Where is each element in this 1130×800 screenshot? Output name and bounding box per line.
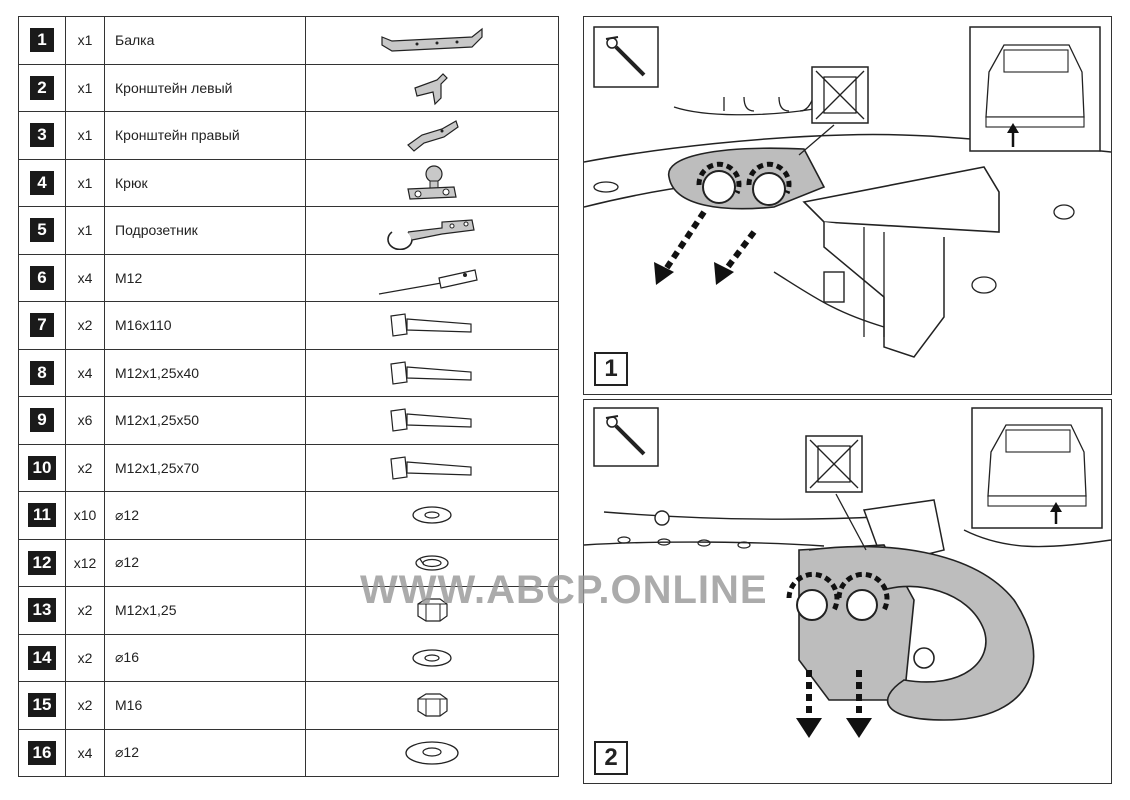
part-image-cell — [306, 492, 559, 540]
part-quantity: x1 — [66, 64, 105, 112]
part-number: 5 — [30, 218, 54, 242]
part-number: 6 — [30, 266, 54, 290]
part-number: 3 — [30, 123, 54, 147]
part-quantity: x2 — [66, 634, 105, 682]
part-number-cell — [19, 112, 66, 160]
part-description: M16 — [105, 682, 306, 730]
part-description: M12x1,25 — [105, 587, 306, 635]
part-number-cell — [19, 64, 66, 112]
part-image-cell — [306, 729, 559, 777]
part-row — [19, 159, 559, 207]
large-washer-icon — [306, 737, 558, 769]
part-row — [19, 64, 559, 112]
part-image-cell — [306, 64, 559, 112]
part-description: M16x110 — [105, 302, 306, 350]
part-image-cell — [306, 634, 559, 682]
bolt-icon — [306, 405, 558, 435]
part-description: M12x1,25x50 — [105, 397, 306, 445]
part-number-cell — [19, 302, 66, 350]
part-number-cell — [19, 539, 66, 587]
part-description: M12x1,25x40 — [105, 349, 306, 397]
part-number: 8 — [30, 361, 54, 385]
part-quantity: x2 — [66, 682, 105, 730]
part-image-cell — [306, 254, 559, 302]
wrench-icon — [594, 27, 658, 87]
part-row — [19, 729, 559, 777]
bracket-right-icon — [306, 115, 558, 155]
part-number-cell — [19, 397, 66, 445]
part-quantity: x6 — [66, 397, 105, 445]
parts-table-body — [19, 17, 559, 777]
part-number: 4 — [30, 171, 54, 195]
part-number: 2 — [30, 76, 54, 100]
part-image-cell — [306, 207, 559, 255]
watermark: WWW.ABCP.ONLINE — [360, 568, 768, 612]
part-description: Крюк — [105, 159, 306, 207]
part-image-cell — [306, 302, 559, 350]
part-number: 14 — [28, 646, 57, 670]
bolt-icon — [306, 358, 558, 388]
part-row — [19, 254, 559, 302]
part-description: Кронштейн левый — [105, 64, 306, 112]
bracket-left-icon — [306, 68, 558, 108]
part-number-cell — [19, 17, 66, 65]
part-number-cell — [19, 634, 66, 682]
part-row — [19, 207, 559, 255]
step-2-number: 2 — [594, 741, 628, 775]
part-number-cell — [19, 729, 66, 777]
remove-part-icon — [812, 67, 868, 123]
tow-ball-icon — [306, 163, 558, 203]
part-quantity: x4 — [66, 349, 105, 397]
part-number: 13 — [28, 598, 57, 622]
part-description: ⌀12 — [105, 539, 306, 587]
part-image-cell — [306, 17, 559, 65]
part-row — [19, 17, 559, 65]
part-row — [19, 444, 559, 492]
part-row — [19, 349, 559, 397]
part-row — [19, 634, 559, 682]
part-number-cell — [19, 492, 66, 540]
washer-icon — [306, 503, 558, 527]
part-description: Балка — [105, 17, 306, 65]
part-number-cell — [19, 254, 66, 302]
car-rear-icon — [970, 27, 1100, 151]
part-quantity: x2 — [66, 587, 105, 635]
part-number-cell — [19, 159, 66, 207]
nut-icon — [306, 691, 558, 719]
part-row — [19, 492, 559, 540]
washer-icon — [306, 646, 558, 670]
part-image-cell — [306, 682, 559, 730]
part-description: ⌀12 — [105, 492, 306, 540]
part-description: ⌀12 — [105, 729, 306, 777]
part-quantity: x10 — [66, 492, 105, 540]
part-number: 12 — [28, 551, 57, 575]
step-1-illustration — [584, 17, 1111, 394]
part-quantity: x1 — [66, 17, 105, 65]
part-quantity: x4 — [66, 254, 105, 302]
part-row — [19, 397, 559, 445]
part-row — [19, 302, 559, 350]
part-image-cell — [306, 112, 559, 160]
part-number-cell — [19, 587, 66, 635]
car-rear-icon — [972, 408, 1102, 528]
part-number-cell — [19, 444, 66, 492]
part-quantity: x4 — [66, 729, 105, 777]
parts-table — [18, 16, 559, 777]
part-number: 10 — [28, 456, 57, 480]
part-number: 1 — [30, 28, 54, 52]
part-number: 16 — [28, 741, 57, 765]
part-number: 15 — [28, 693, 57, 717]
part-number: 7 — [30, 313, 54, 337]
part-image-cell — [306, 349, 559, 397]
part-quantity: x1 — [66, 159, 105, 207]
part-description: Подрозетник — [105, 207, 306, 255]
step-1-number: 1 — [594, 352, 628, 386]
cage-nut-icon — [306, 258, 558, 298]
part-quantity: x12 — [66, 539, 105, 587]
part-quantity: x1 — [66, 207, 105, 255]
part-description: M12x1,25x70 — [105, 444, 306, 492]
bolt-icon — [306, 453, 558, 483]
part-quantity: x1 — [66, 112, 105, 160]
wrench-icon — [594, 408, 658, 466]
socket-plate-icon — [306, 210, 558, 250]
part-image-cell — [306, 397, 559, 445]
part-number-cell — [19, 682, 66, 730]
bolt-icon — [306, 310, 558, 340]
part-quantity: x2 — [66, 444, 105, 492]
part-description: Кронштейн правый — [105, 112, 306, 160]
part-row — [19, 682, 559, 730]
part-row — [19, 112, 559, 160]
part-image-cell — [306, 444, 559, 492]
part-number-cell — [19, 207, 66, 255]
remove-part-icon — [806, 436, 862, 492]
part-number: 9 — [30, 408, 54, 432]
part-number: 11 — [28, 503, 56, 527]
step-1-panel — [583, 16, 1112, 395]
beam-icon — [306, 25, 558, 55]
part-image-cell — [306, 159, 559, 207]
part-description: ⌀16 — [105, 634, 306, 682]
part-description: M12 — [105, 254, 306, 302]
part-quantity: x2 — [66, 302, 105, 350]
part-number-cell — [19, 349, 66, 397]
